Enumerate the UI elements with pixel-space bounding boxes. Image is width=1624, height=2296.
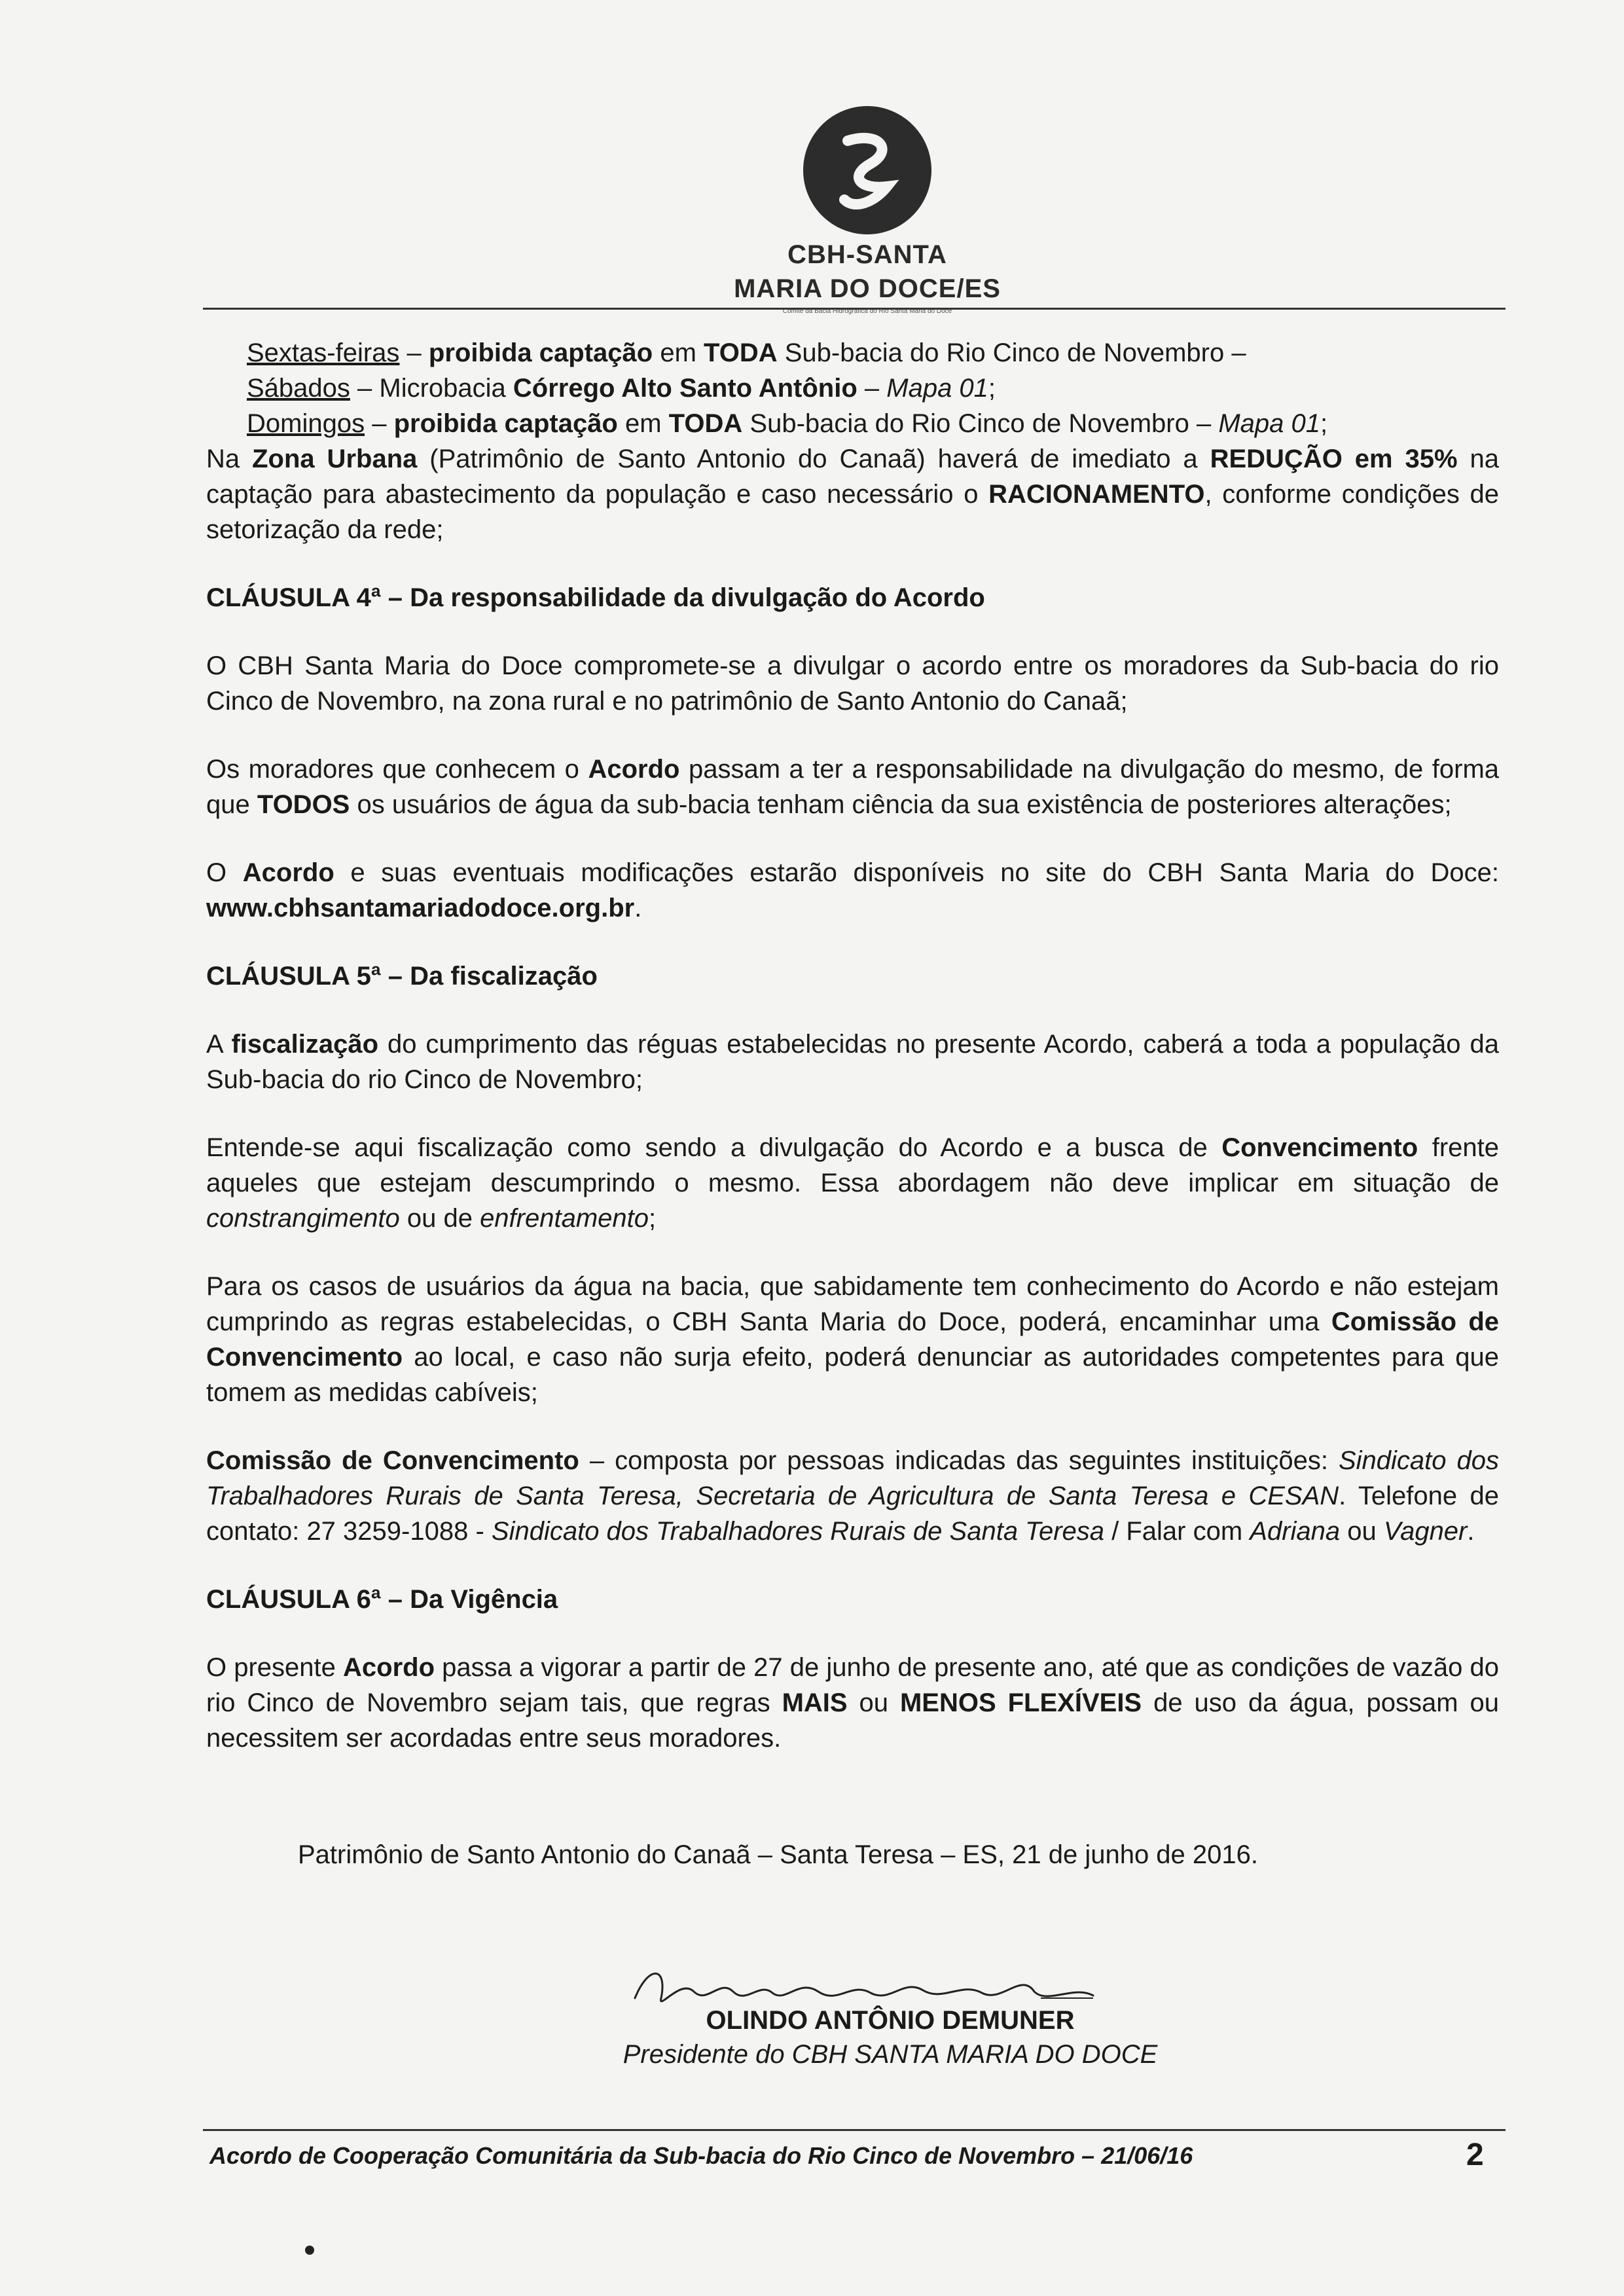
scan-mark	[305, 2246, 314, 2255]
footer-title: Acordo de Cooperação Comunitária da Sub-bacia do Rio Cinco de Novembro – 21/06/16	[209, 2142, 1193, 2169]
clause-5-paragraph-3: Para os casos de usuários da água na bacia, que sabidamente tem conhecimento do Acordo e não estejam cumprindo as regras estabelecidas, o CBH Santa Maria do Doce, poderá, encaminhar uma Comissão de Convencimento ao local, e caso não surja efeito, poderá denunciar as autoridades competentes para que tomem as medidas cabíveis;	[206, 1272, 1500, 1407]
clause-4-title: CLÁUSULA 4ª – Da responsabilidade da divulgação do Acordo	[206, 583, 985, 612]
place-and-date: Patrimônio de Santo Antonio do Canaã – Santa Teresa – ES, 21 de junho de 2016.	[298, 1840, 1259, 1869]
schedule-friday: Sextas-feiras – proibida captação em TODA Sub-bacia do Rio Cinco de Novembro –	[247, 338, 1246, 367]
document-body	[206, 335, 1499, 1756]
clause-5-paragraph-2: Entende-se aqui fiscalização como sendo a divulgação do Acordo e a busca de Convencimento frente aqueles que estejam descumprindo o mesmo. Essa abordagem não deve implicar em situação de constrangimento ou de enfrentamento;	[206, 1133, 1499, 1233]
footer-divider	[203, 2129, 1506, 2131]
clause-4-paragraph-2: Os moradores que conhecem o Acordo passam a ter a responsabilidade na divulgação do mesmo, de forma que TODOS os usuários de água da sub-bacia tenham ciência da sua existência de posteriores alterações;	[206, 755, 1500, 819]
signer-role: Presidente do CBH SANTA MARIA DO DOCE	[623, 2040, 1158, 2069]
cbh-logo	[713, 105, 1021, 315]
clause-4-paragraph-1: O CBH Santa Maria do Doce compromete-se a divulgar o acordo entre os moradores da Sub-bacia do rio Cinco de Novembro, na zona rural e no patrimônio de Santo Antonio do Canaã;	[206, 651, 1499, 716]
urban-zone-paragraph: Na Zona Urbana (Patrimônio de Santo Antonio do Canaã) haverá de imediato a REDUÇÃO em 35% na captação para abastecimento da população e caso necessário o RACIONAMENTO, conforme condições de setorização da rede;	[206, 445, 1500, 544]
clause-5-paragraph-4: Comissão de Convencimento – composta por pessoas indicadas das seguintes instituições: Sindicato dos Trabalhadores Rurais de Santa Teresa, Secretaria de Agricultura de Santa Teresa e CESAN. Telefone de contato: 27 3259-1088 - Sindicato dos Trabalhadores Rurais de Santa Teresa / Falar com Adriana ou Vagner.	[206, 1446, 1499, 1546]
signer-name: OLINDO ANTÔNIO DEMUNER	[706, 2006, 1075, 2035]
clause-4-paragraph-3: O Acordo e suas eventuais modificações estarão disponíveis no site do CBH Santa Maria do Doce: www.cbhsantamariadodoce.org.br.	[206, 858, 1499, 922]
schedule-sunday: Domingos – proibida captação em TODA Sub-bacia do Rio Cinco de Novembro – Mapa 01;	[247, 409, 1328, 438]
header-divider	[203, 308, 1506, 310]
clause-5-title: CLÁUSULA 5ª – Da fiscalização	[206, 962, 598, 991]
logo-subtitle: Comitê da Bacia Hidrográfica do Rio Santa Maria do Doce	[782, 308, 952, 315]
cbh-logo-icon	[802, 105, 933, 236]
friday-label: Sextas-feiras	[247, 338, 400, 367]
logo-title-line1: CBH-SANTA	[787, 240, 947, 269]
saturday-label: Sábados	[247, 374, 350, 403]
logo-title-line2: MARIA DO DOCE/ES	[734, 274, 1001, 303]
website-link: www.cbhsantamariadodoce.org.br	[206, 894, 635, 922]
clause-6-paragraph-1: O presente Acordo passa a vigorar a partir de 27 de junho de presente ano, até que as condições de vazão do rio Cinco de Novembro sejam tais, que regras MAIS ou MENOS FLEXÍVEIS de uso da água, possam ou necessitem ser acordadas entre seus moradores.	[206, 1653, 1499, 1753]
clause-6-title: CLÁUSULA 6ª – Da Vigência	[206, 1585, 558, 1614]
schedule-saturday: Sábados – Microbacia Córrego Alto Santo Antônio – Mapa 01;	[247, 374, 996, 403]
sunday-label: Domingos	[247, 409, 365, 438]
page-number: 2	[1466, 2138, 1484, 2172]
signer-block	[589, 2003, 1191, 2071]
clause-5-paragraph-1: A fiscalização do cumprimento das réguas estabelecidas no presente Acordo, caberá a toda a população da Sub-bacia do rio Cinco de Novembro;	[206, 1030, 1499, 1094]
